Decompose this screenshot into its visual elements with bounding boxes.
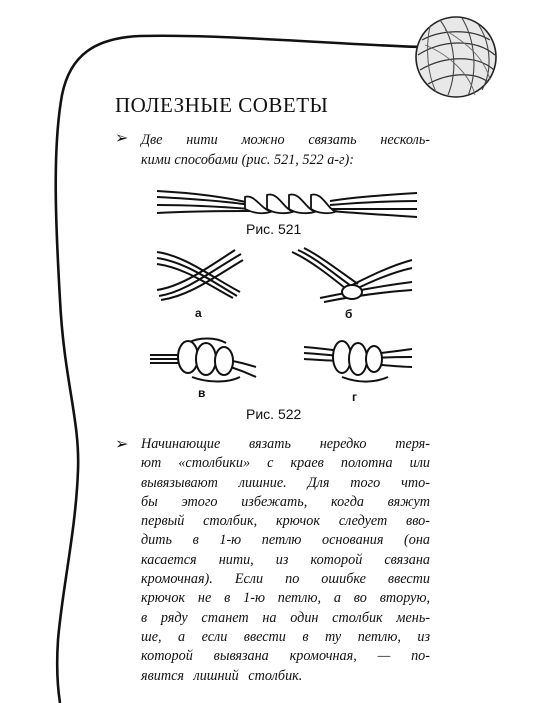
tip-1-paragraph — [141, 130, 430, 170]
tip-2-line: которой вывязана кромочная, — по- — [141, 648, 430, 665]
tip-2-line: ше, а если ввести в ту петлю, из — [141, 628, 430, 645]
tip-2-line: явится лишний столбик. — [141, 667, 303, 684]
figure-522a-crossed-threads — [155, 246, 245, 301]
figure-521-twisted-join — [155, 183, 420, 223]
yarn-ball-icon — [416, 17, 496, 97]
tip-2-line: ют «столбики» с краев полотна или — [141, 455, 430, 472]
tip-2-line: бы этого избежать, когда вяжут — [141, 493, 430, 510]
tip-2-line: вывязывают лишние. Для того что- — [141, 474, 430, 491]
figure-522-caption: Рис. 522 — [246, 406, 302, 422]
bullet-arrow-icon: ➢ — [115, 436, 129, 453]
tip-1-line: кими способами (рис. 521, 522 а-г): — [141, 152, 354, 168]
figure-522b-label: б — [345, 307, 353, 321]
tip-2-line: Начинающие вязать нередко теря- — [141, 436, 430, 452]
tip-2-line: в ряду станет на один столбик мень- — [141, 609, 430, 626]
figure-522a-label: а — [195, 306, 202, 320]
page-title: ПОЛЕЗНЫЕ СОВЕТЫ — [115, 93, 329, 117]
figure-522g-label: г — [352, 390, 357, 404]
figure-522b-looped-threads — [290, 246, 415, 306]
figure-522g-tightened-knot — [302, 333, 414, 385]
figure-522v-label: в — [198, 386, 206, 400]
tip-2-line: касается нити, из которой связана — [141, 551, 430, 568]
tip-2-paragraph — [141, 435, 430, 686]
tip-2-line: крючок не в 1-ю петлю, а во вторую, — [141, 590, 430, 607]
figure-521-caption: Рис. 521 — [246, 221, 302, 237]
tip-2-line: первый столбик, крючок следует вво- — [141, 513, 430, 530]
tip-2-line: кромочная). Если по ошибке ввести — [141, 571, 430, 588]
tip-1-line: Две нити можно связать несколь- — [141, 132, 430, 148]
tip-2-line: дить в 1-ю петлю основания (она — [141, 532, 430, 549]
figure-522v-knotted-threads — [148, 333, 258, 385]
bullet-arrow-icon: ➢ — [115, 130, 129, 147]
